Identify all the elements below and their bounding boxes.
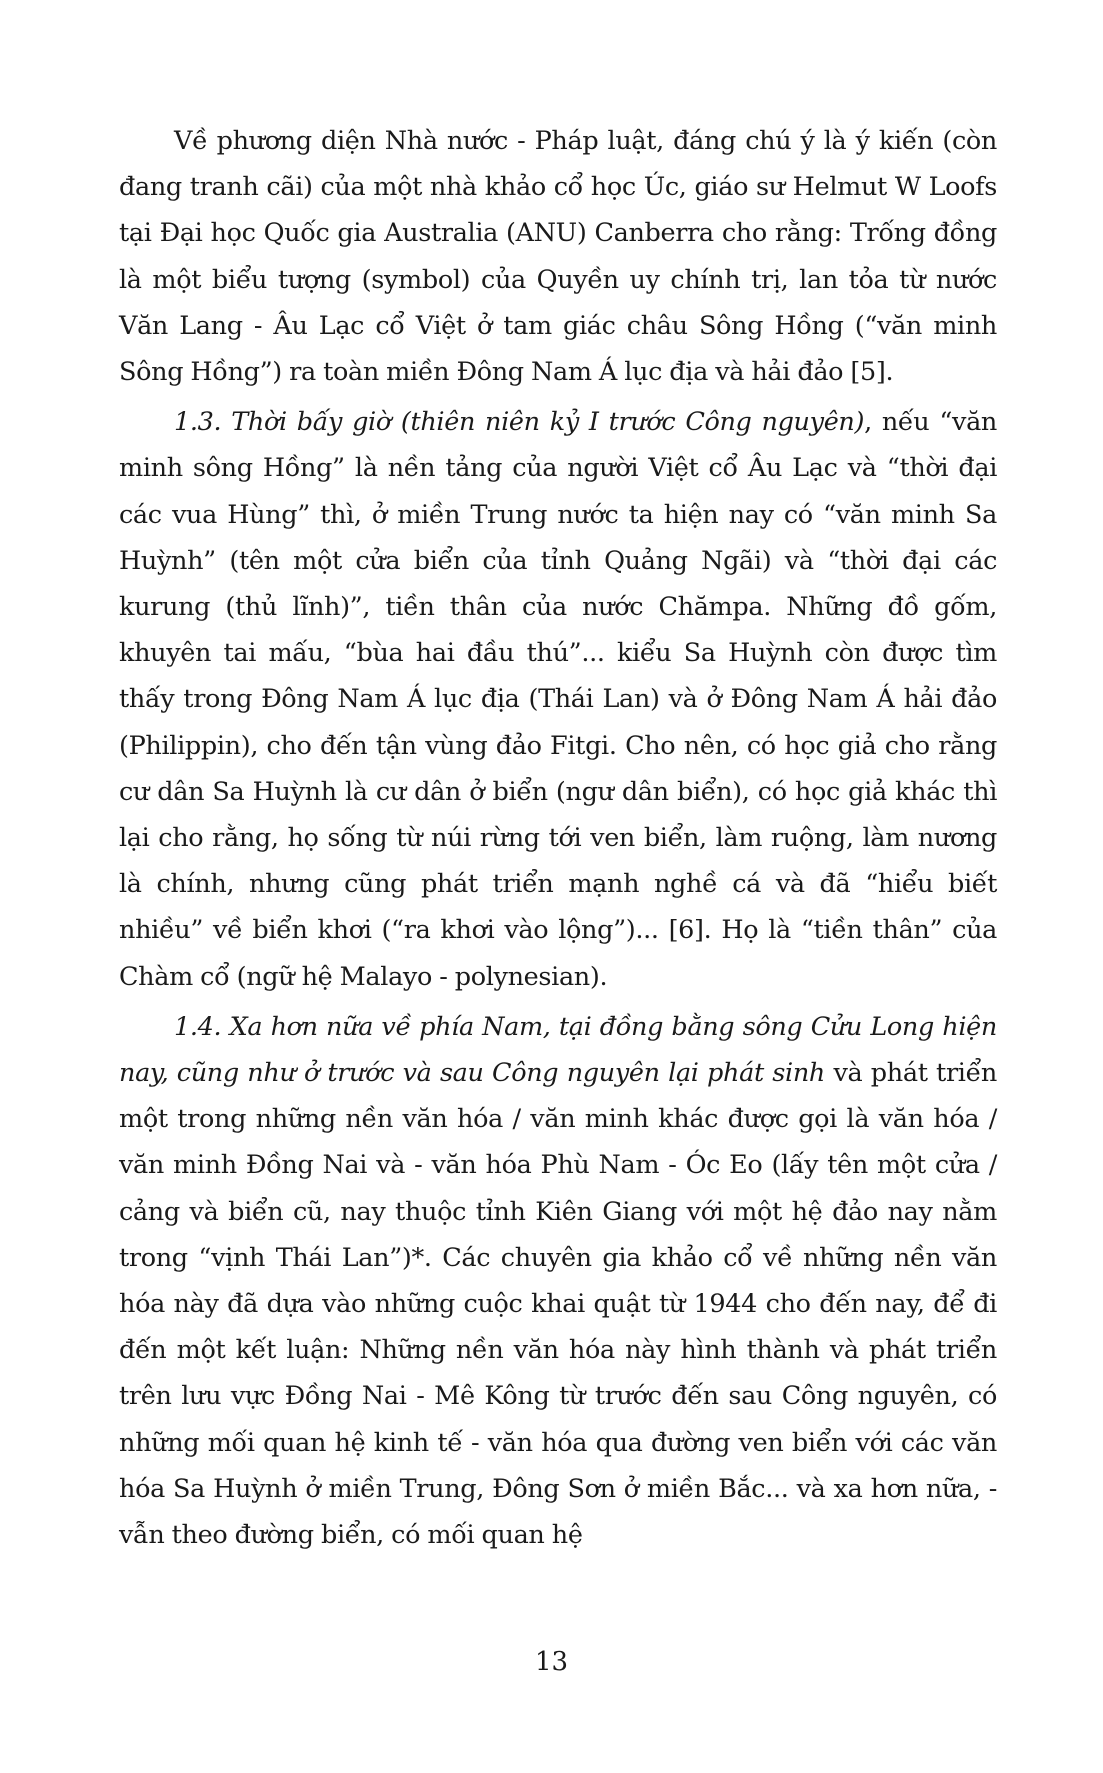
paragraph-text: , nếu “văn minh sông Hồng” là nền tảng của người Việt cổ Âu Lạc và “thời đại các vua Hùng” thì, ở miền Trung nước ta hiện nay có “văn minh Sa Huỳnh” (tên một cửa biển của tỉnh Quảng Ngãi) và “thời đại các kurung (thủ lĩnh)”, tiền thân của nước Chămpa. Những đồ gốm, khuyên tai mấu, “bùa hai đầu thú”... kiểu Sa Huỳnh còn được tìm thấy trong Đông Nam Á lục địa (Thái Lan) và ở Đông Nam Á hải đảo (Philippin), cho đến tận vùng đảo Fitgi. Cho nên, có học giả cho rằng cư dân Sa Huỳnh là cư dân ở biển (ngư dân biển), có học giả khác thì lại cho rằng, họ sống từ núi rừng tới ven biển, làm ruộng, làm nương là chính, nhưng cũng phát triển mạnh nghề cá và đã “hiểu biết nhiều” về biển khơi (“ra khơi vào lộng”)... [6]. Họ là “tiền thân” của Chàm cổ (ngữ hệ Malayo - polynesian).	[119, 407, 998, 992]
paragraph-1-4-dong-nai-oc-eo	[119, 1004, 997, 1558]
paragraph-text: Về phương diện Nhà nước - Pháp luật, đáng chú ý là ý kiến (còn đang tranh cãi) của một nhà khảo cổ học Úc, giáo sư Helmut W Loofs tại Đại học Quốc gia Australia (ANU) Canberra cho rằng: Trống đồng là một biểu tượng (symbol) của Quyền uy chính trị, lan tỏa từ nước Văn Lang - Âu Lạc cổ Việt ở tam giác châu Sông Hồng (“văn minh Sông Hồng”) ra toàn miền Đông Nam Á lục địa và hải đảo [5].	[119, 126, 997, 388]
paragraph-text: và phát triển một trong những nền văn hóa / văn minh khác được gọi là văn hóa / văn minh Đồng Nai và - văn hóa Phù Nam - Óc Eo (lấy tên một cửa / cảng và biển cũ, nay thuộc tỉnh Kiên Giang với một hệ đảo nay nằm trong “vịnh Thái Lan”)*. Các chuyên gia khảo cổ về những nền văn hóa này đã dựa vào những cuộc khai quật từ 1944 cho đến nay, để đi đến một kết luận: Những nền văn hóa này hình thành và phát triển trên lưu vực Đồng Nai - Mê Kông từ trước đến sau Công nguyên, có những mối quan hệ kinh tế - văn hóa qua đường ven biển với các văn hóa Sa Huỳnh ở miền Trung, Đông Sơn ở miền Bắc... và xa hơn nữa, - vẫn theo đường biển, có mối quan hệ	[119, 1058, 997, 1551]
paragraph-lead-italic: 1.4. Xa hơn nữa về phía Nam, tại đồng bằng sông Cửu Long hiện nay, cũng như ở trước và sau Công nguyên lại phát sinh	[119, 1011, 997, 1089]
paragraph-1-3-sa-huynh	[119, 399, 997, 1000]
page-body	[119, 118, 997, 1558]
paragraph-lead-italic: 1.3. Thời bấy giờ (thiên niên kỷ I trước Công nguyên)	[174, 407, 865, 438]
page-number: 13	[534, 1647, 569, 1677]
paragraph-state-law	[119, 118, 997, 395]
